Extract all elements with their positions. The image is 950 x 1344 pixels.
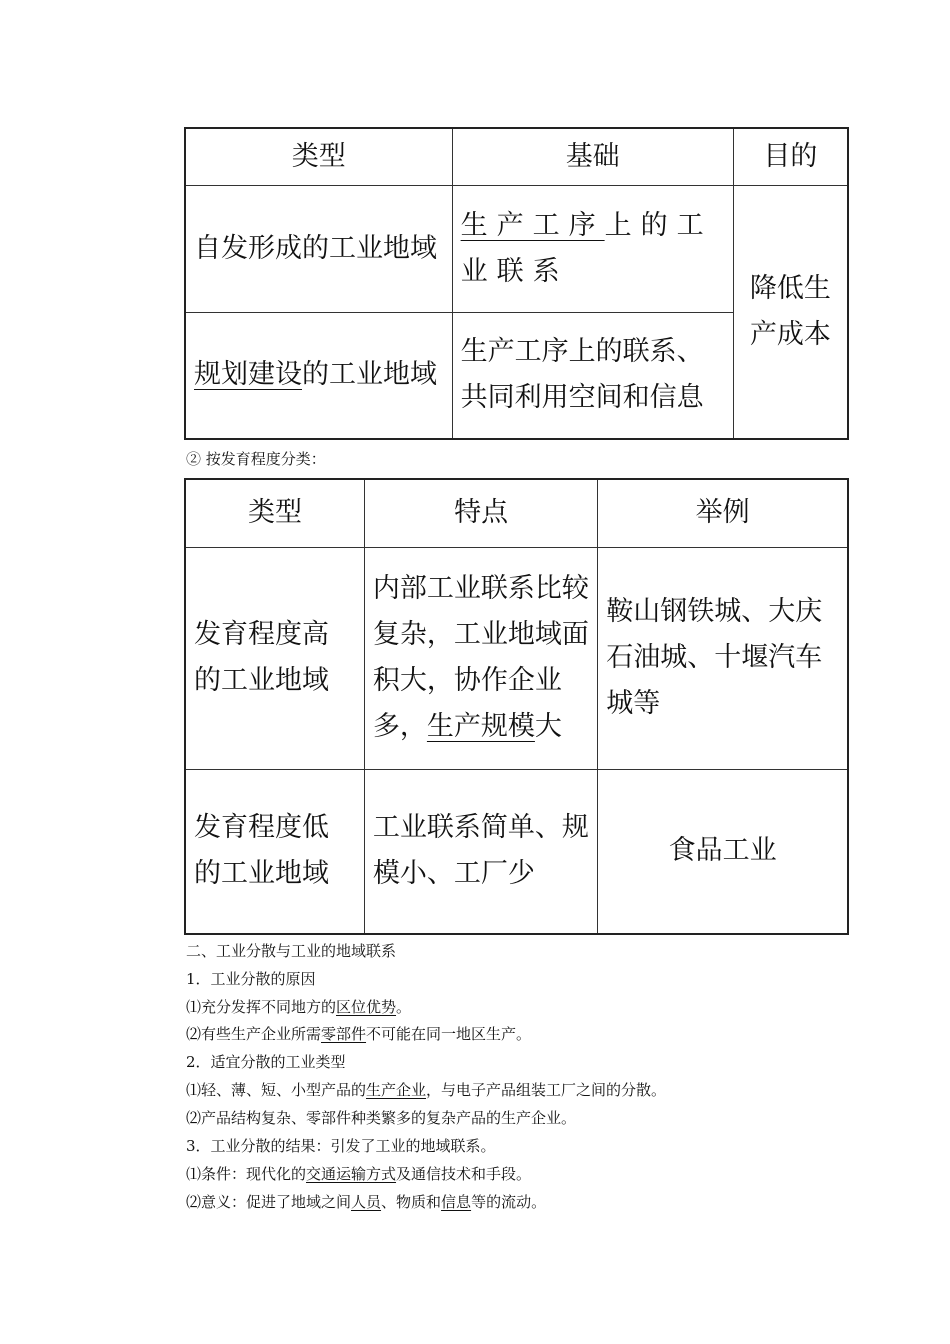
note-line-4: ⑵产品结构复杂、零部件种类繁多的复杂产品的生产企业。 <box>186 1109 577 1127</box>
note-line-6 <box>186 1192 546 1212</box>
feature-text: 内部工业联系比较复杂，工业地域面积大，协作企业多， <box>372 573 589 742</box>
feature-cell-low: 工业联系简单、规模小、工厂少 <box>364 769 597 934</box>
underlined-blank: 生产规模 <box>426 711 535 742</box>
header-feature: 特点 <box>364 479 597 547</box>
text: 。 <box>396 998 412 1016</box>
header-type: 类型 <box>185 128 452 185</box>
text: ，与电子产品组装工厂之间的分散。 <box>426 1081 667 1099</box>
basis-cell-planned: 生产工序上的联系、共同利用空间和信息 <box>452 312 733 439</box>
note-line-2 <box>186 1024 531 1044</box>
table-row <box>185 769 848 934</box>
text: ⑵有些生产企业所需 <box>186 1025 322 1043</box>
underlined-blank: 生产工序 <box>460 209 605 241</box>
underlined-blank: 规划建设 <box>194 359 302 391</box>
header-purpose: 目的 <box>733 128 848 185</box>
header-type: 类型 <box>185 479 364 547</box>
section-title: 二、工业分散与工业的地域联系 <box>186 942 397 960</box>
text: 、物质和 <box>381 1193 442 1211</box>
development-degree-table <box>184 478 849 935</box>
text: ⑴条件：现代化的 <box>186 1165 307 1183</box>
industrial-region-formation-table <box>184 127 849 440</box>
example-cell-high: 鞍山钢铁城、大庆石油城、十堰汽车城等 <box>598 547 848 769</box>
heading-3: 3．工业分散的结果：引发了工业的地域联系。 <box>186 1137 496 1155</box>
header-basis: 基础 <box>452 128 733 185</box>
feature-cell-high <box>364 547 597 769</box>
underlined-blank: 生产企业 <box>366 1081 427 1099</box>
underlined-blank: 人员 <box>351 1193 382 1211</box>
table-caption: ② 按发育程度分类： <box>186 450 326 468</box>
text: ⑴轻、薄、短、小型产品的 <box>186 1081 367 1099</box>
heading-2: 2．适宜分散的工业类型 <box>186 1053 346 1071</box>
type-cell-spontaneous: 自发形成的工业地域 <box>185 185 452 312</box>
text: 及通信技术和手段。 <box>396 1165 532 1183</box>
note-line-1 <box>186 997 411 1017</box>
heading-1: 1．工业分散的原因 <box>186 970 316 988</box>
table-row <box>185 185 848 312</box>
example-cell-low: 食品工业 <box>598 769 848 934</box>
text: ⑵意义：促进了地域之间 <box>186 1193 352 1211</box>
note-line-3 <box>186 1080 666 1100</box>
table-header-row <box>185 128 848 185</box>
underlined-blank: 零部件 <box>321 1025 367 1043</box>
table-header-row <box>185 479 848 547</box>
note-line-5 <box>186 1164 531 1184</box>
underlined-blank: 区位优势 <box>336 998 397 1016</box>
text: 不可能在同一地区生产。 <box>366 1025 532 1043</box>
purpose-cell: 降低生产成本 <box>733 185 848 439</box>
table-row <box>185 547 848 769</box>
type-cell-high: 发育程度高的工业地域 <box>185 547 364 769</box>
basis-text: 上的工业联系 <box>460 209 713 287</box>
text: ⑴充分发挥不同地方的 <box>186 998 337 1016</box>
feature-text-end: 大 <box>534 711 562 742</box>
header-example: 举例 <box>598 479 848 547</box>
underlined-blank: 信息 <box>441 1193 472 1211</box>
type-cell-planned <box>185 312 452 439</box>
type-cell-low: 发育程度低的工业地域 <box>185 769 364 934</box>
underlined-blank: 交通运输方式 <box>306 1165 397 1183</box>
text: 等的流动。 <box>471 1193 547 1211</box>
basis-cell-spontaneous <box>452 185 733 312</box>
type-text: 的工业地域 <box>302 359 437 391</box>
